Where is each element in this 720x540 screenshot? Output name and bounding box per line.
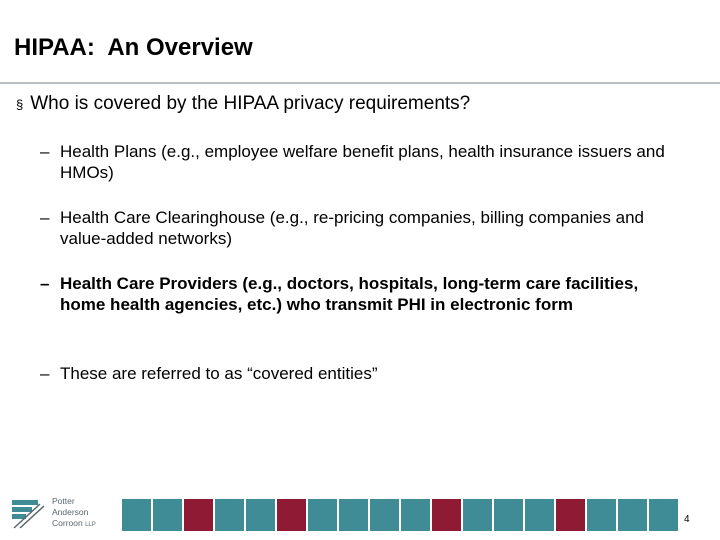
sub-bullet-text: Health Care Providers (e.g., doctors, hospitals, long-term care facilities, home health agencies, etc.) who transmit PHI in electronic form xyxy=(60,274,639,314)
footer-tile xyxy=(153,499,182,531)
logo-line: Potter xyxy=(52,496,75,506)
title-divider xyxy=(0,82,720,84)
dash-icon: – xyxy=(40,364,50,383)
footer-tile xyxy=(494,499,523,531)
page-number: 4 xyxy=(684,514,690,525)
footer-tile xyxy=(122,499,151,531)
logo-mark-icon xyxy=(10,494,50,534)
sub-bullet xyxy=(40,363,680,384)
footer-tile xyxy=(215,499,244,531)
sub-bullet-text: These are referred to as “covered entities” xyxy=(60,364,378,383)
footer-tile-strip xyxy=(122,499,680,531)
main-bullet xyxy=(16,93,470,115)
firm-logo xyxy=(10,494,120,534)
footer-tile xyxy=(246,499,275,531)
sub-bullet xyxy=(40,141,680,183)
footer-tile xyxy=(277,499,306,531)
footer-tile xyxy=(618,499,647,531)
footer-tile xyxy=(184,499,213,531)
footer-tile xyxy=(649,499,678,531)
sub-bullet xyxy=(40,273,680,315)
dash-icon: – xyxy=(40,142,50,161)
footer-tile xyxy=(525,499,554,531)
logo-line: Corroon LLP xyxy=(52,518,96,528)
footer-tile xyxy=(370,499,399,531)
dash-icon: – xyxy=(40,274,50,293)
slide-title: HIPAA: An Overview xyxy=(14,34,253,61)
dash-icon: – xyxy=(40,208,50,227)
logo-line: Anderson xyxy=(52,507,89,517)
footer-tile xyxy=(401,499,430,531)
sub-bullet-text: Health Care Clearinghouse (e.g., re-pricing companies, billing companies and value-added networks) xyxy=(60,208,644,248)
sub-bullet xyxy=(40,207,680,249)
footer-tile xyxy=(463,499,492,531)
bullet-square-icon: § xyxy=(16,97,24,112)
footer-tile xyxy=(587,499,616,531)
footer-tile xyxy=(432,499,461,531)
main-bullet-text: Who is covered by the HIPAA privacy requirements? xyxy=(30,93,471,114)
sub-bullet-text: Health Plans (e.g., employee welfare benefit plans, health insurance issuers and HMOs) xyxy=(60,142,665,182)
footer-tile xyxy=(308,499,337,531)
footer-tile xyxy=(556,499,585,531)
footer-tile xyxy=(339,499,368,531)
logo-wordmark xyxy=(52,496,96,531)
